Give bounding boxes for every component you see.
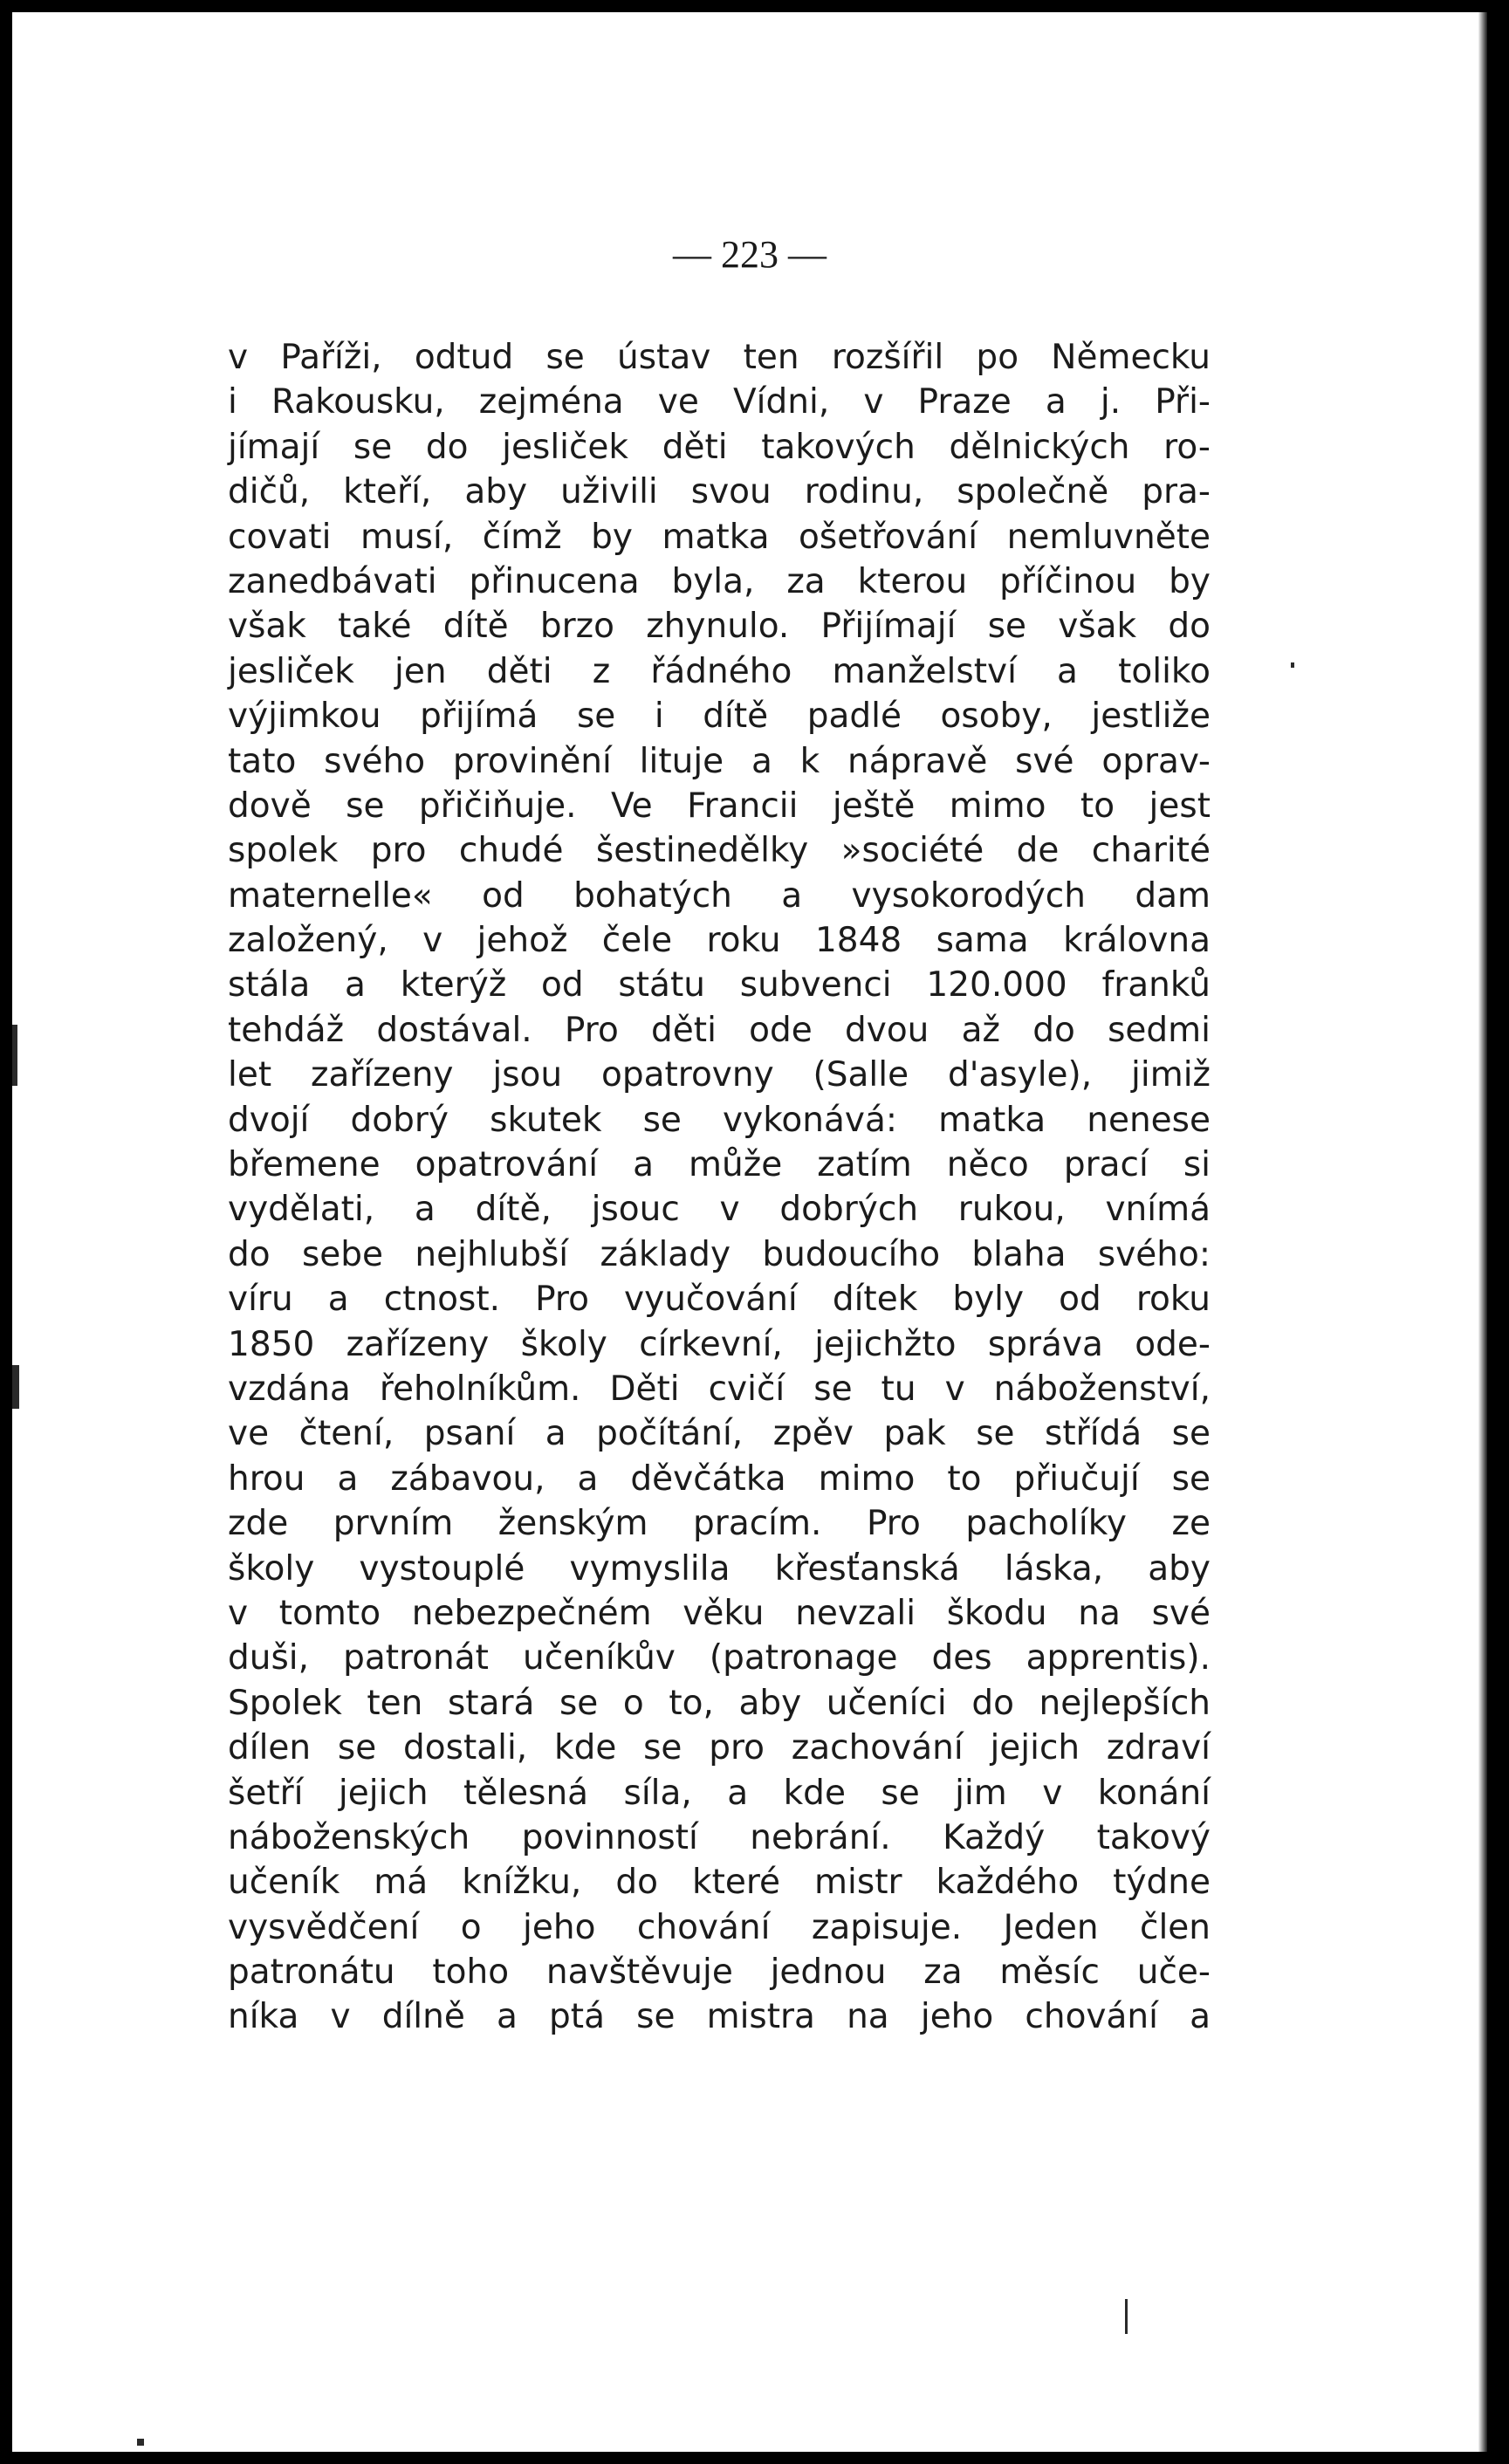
text-line: do sebe nejhlubší základy budoucího blaha svého: [228,1234,1211,1274]
text-line: tehdáž dostával. Pro děti ode dvou až do sedmi [228,1010,1211,1050]
text-line: břemene opatrování a může zatím něco prací si [228,1145,1211,1185]
text-line: tato svého provinění lituje a k nápravě své oprav- [228,741,1211,781]
scan-speck [1291,662,1294,668]
text-line: 1850 zařízeny školy církevní, jejichžto správa ode- [228,1324,1211,1364]
text-line: výjimkou přijímá se i dítě padlé osoby, jestliže [228,697,1211,737]
text-line: jímají se do jesliček děti takových dělnických ro- [228,427,1211,467]
scan-speck [12,1365,19,1409]
text-line: let zařízeny jsou opatrovny (Salle d'asyle), jimiž [228,1055,1211,1095]
scan-speck [137,2439,144,2446]
text-line: duši, patronát učeníkův (patronage des apprentis). [228,1638,1211,1678]
page-edge-shadow [1478,12,1487,2452]
text-line: dičů, kteří, aby uživili svou rodinu, společně pra- [228,472,1211,512]
text-line: zde prvním ženským pracím. Pro pacholíky ze [228,1504,1211,1544]
text-line: dvojí dobrý skutek se vykonává: matka nenese [228,1100,1211,1140]
text-line: i Rakousku, zejména ve Vídni, v Praze a j. Při- [228,382,1211,422]
text-line: víru a ctnost. Pro vyučování dítek byly od roku [228,1280,1211,1320]
text-line: založený, v jehož čele roku 1848 sama královna [228,921,1211,961]
scan-speck [12,1025,17,1086]
text-line: stála a kterýž od státu subvenci 120.000 franků [228,965,1211,1006]
text-line: dílen se dostali, kde se pro zachování jejich zdraví [228,1728,1211,1768]
page-number: — 223 — [673,233,827,276]
text-line: dově se přičiňuje. Ve Francii ještě mimo to jest [228,786,1211,826]
text-line: vysvědčení o jeho chování zapisuje. Jeden člen [228,1907,1211,1947]
text-line: však také dítě brzo zhynulo. Přijímají se však do [228,607,1211,647]
text-line: níka v dílně a ptá se mistra na jeho chování a [228,1997,1211,2037]
text-line: v Paříži, odtud se ústav ten rozšířil po Německu [228,338,1211,377]
text-line: patronátu toho navštěvuje jednou za měsíc uče- [228,1953,1211,1993]
book-page [12,12,1487,2452]
text-line: Spolek ten stará se o to, aby učeníci do nejlepších [228,1683,1211,1723]
text-line: hrou a zábavou, a děvčátka mimo to přiučují se [228,1458,1211,1499]
text-line: zanedbávati přinucena byla, za kterou příčinou by [228,561,1211,601]
text-line: spolek pro chudé šestinedělky »société de charité [228,831,1211,871]
text-line: vydělati, a dítě, jsouc v dobrých rukou, vnímá [228,1190,1211,1230]
body-text [228,335,1211,2040]
text-line: vzdána řeholníkům. Děti cvičí se tu v náboženství, [228,1369,1211,1409]
text-line: ve čtení, psaní a počítání, zpěv pak se střídá se [228,1414,1211,1454]
text-line: covati musí, čímž by matka ošetřování nemluvněte [228,517,1211,557]
scan-speck [1125,2299,1128,2334]
text-line: učeník má knížku, do které mistr každého týdne [228,1863,1211,1903]
text-line: jesliček jen děti z řádného manželství a toliko [228,651,1211,691]
text-line: náboženských povinností nebrání. Každý takový [228,1817,1211,1857]
text-line: školy vystouplé vymyslila křesťanská láska, aby [228,1548,1211,1589]
text-line: maternelle« od bohatých a vysokorodých dam [228,875,1211,916]
text-line: v tomto nebezpečném věku nevzali škodu na své [228,1593,1211,1633]
text-line: šetří jejich tělesná síla, a kde se jim v konání [228,1773,1211,1813]
